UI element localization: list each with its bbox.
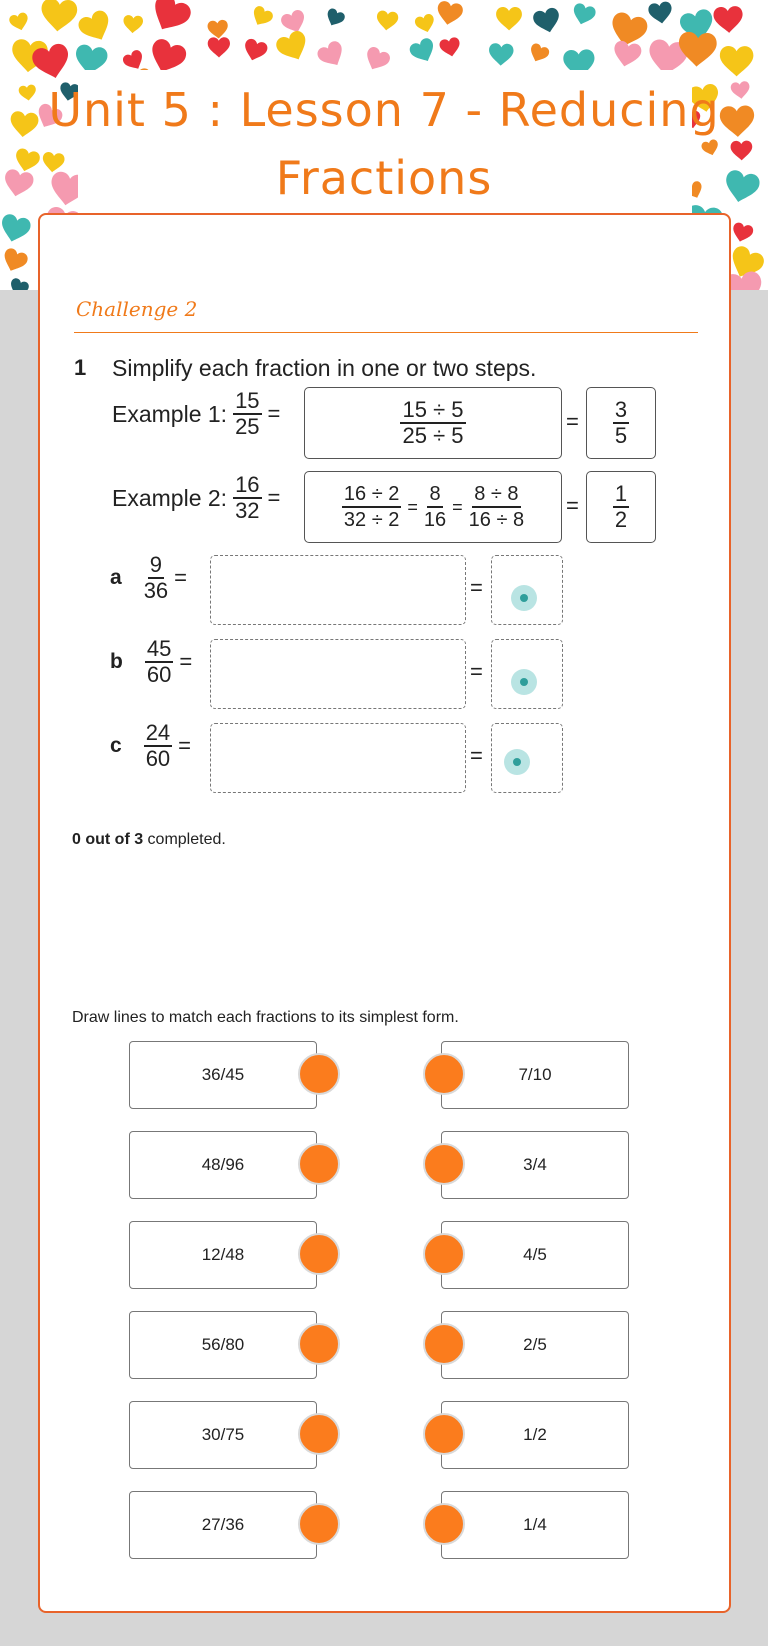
match-left-connector[interactable] [298, 1413, 340, 1455]
item-letter: c [110, 734, 122, 757]
item-c-prompt [110, 721, 191, 771]
match-right-item[interactable] [441, 1221, 629, 1289]
fraction-denominator: 5 [614, 423, 628, 448]
fraction-denominator: 25 ÷ 5 [402, 423, 464, 448]
item-letter: b [110, 650, 123, 673]
heart-icon [323, 7, 346, 29]
match-right-label: 7/10 [518, 1065, 552, 1084]
match-right-item[interactable] [441, 1131, 629, 1199]
match-left-label: 30/75 [201, 1425, 245, 1444]
heart-icon [207, 19, 229, 39]
example-1-answer [613, 398, 629, 448]
equals-sign: = [267, 401, 281, 426]
match-left-item[interactable] [129, 1041, 317, 1109]
match-right-label: 3/4 [523, 1155, 547, 1174]
completion-count: 0 out of 3 [72, 831, 144, 848]
heart-icon [315, 39, 348, 71]
heart-icon [414, 13, 437, 35]
heart-icon [611, 40, 643, 70]
example-2-fraction [233, 473, 261, 523]
match-right-connector[interactable] [423, 1413, 465, 1455]
fraction-denominator: 36 [143, 578, 169, 603]
example-1-answer-box [586, 387, 656, 459]
completion-status [72, 831, 226, 849]
equals-sign: = [178, 733, 192, 758]
equals-sign: = [452, 496, 463, 517]
fraction-numerator: 15 [235, 388, 260, 413]
heart-icon [0, 213, 32, 246]
question-text: Simplify each fraction in one or two steps. [112, 355, 537, 381]
item-b-fraction [145, 637, 173, 687]
drop-target-icon[interactable] [511, 585, 537, 611]
example-2-step-1 [342, 482, 401, 532]
fraction-denominator: 60 [146, 662, 172, 687]
drop-target-icon[interactable] [504, 749, 530, 775]
heart-icon [0, 247, 30, 276]
example-1-fraction [233, 389, 261, 439]
fraction-numerator: 8 ÷ 8 [472, 482, 520, 508]
item-c-fraction [144, 721, 172, 771]
equals-sign: = [566, 409, 579, 434]
heart-icon [607, 11, 649, 51]
example-2-answer-box [586, 471, 656, 543]
fraction-denominator: 2 [614, 507, 628, 532]
match-right-item[interactable] [441, 1041, 629, 1109]
item-b-prompt [110, 637, 192, 687]
equals-sign: = [566, 493, 579, 518]
heart-icon [730, 221, 754, 244]
item-a-prompt [110, 553, 187, 603]
item-a-work-input[interactable] [210, 555, 466, 625]
example-2-prompt [112, 473, 280, 523]
heart-icon [648, 1, 674, 25]
example-2-step-3 [469, 482, 524, 532]
equals-sign: = [174, 565, 188, 590]
question-number: 1 [74, 355, 87, 380]
match-left-label: 27/36 [201, 1515, 245, 1534]
heart-icon [7, 277, 30, 290]
match-right-label: 1/4 [523, 1515, 547, 1534]
match-right-connector[interactable] [423, 1233, 465, 1275]
match-left-connector[interactable] [298, 1323, 340, 1365]
heart-icon [527, 42, 551, 65]
heart-icon [435, 0, 464, 27]
match-right-connector[interactable] [423, 1143, 465, 1185]
item-b-work-input[interactable] [210, 639, 466, 709]
heart-icon [146, 0, 194, 38]
match-left-item[interactable] [129, 1401, 317, 1469]
heart-icon [208, 37, 231, 57]
example-1-label: Example 1: [112, 400, 228, 427]
equals-sign: = [470, 575, 483, 600]
match-left-item[interactable] [129, 1131, 317, 1199]
heart-icon [249, 4, 275, 29]
heart-icon [532, 6, 563, 35]
equals-sign: = [470, 659, 483, 684]
fraction-numerator: 9 [149, 552, 163, 577]
match-right-label: 2/5 [523, 1335, 547, 1354]
item-letter: a [110, 566, 122, 589]
heart-icon [439, 36, 462, 58]
heart-icon [488, 43, 513, 66]
item-c-work-input[interactable] [210, 723, 466, 793]
match-left-connector[interactable] [298, 1053, 340, 1095]
match-right-label: 1/2 [523, 1425, 547, 1444]
fraction-denominator: 25 [235, 414, 260, 439]
match-left-item[interactable] [129, 1221, 317, 1289]
match-right-connector[interactable] [423, 1053, 465, 1095]
heart-icon [713, 6, 744, 34]
match-left-connector[interactable] [298, 1503, 340, 1545]
match-right-label: 4/5 [523, 1245, 547, 1264]
item-b-answer-input[interactable] [491, 639, 563, 709]
match-left-item[interactable] [129, 1491, 317, 1559]
section-label: Challenge 2 [76, 297, 198, 321]
heart-icon [720, 46, 754, 76]
equals-sign: = [179, 649, 193, 674]
example-2-answer [613, 482, 629, 532]
drop-target-icon[interactable] [511, 669, 537, 695]
match-left-item[interactable] [129, 1311, 317, 1379]
fraction-numerator: 8 [427, 482, 442, 508]
equals-sign: = [407, 496, 418, 517]
fraction-numerator: 15 ÷ 5 [402, 397, 464, 422]
fraction-numerator: 24 [145, 720, 171, 745]
example-1-work [400, 398, 465, 448]
match-right-item[interactable] [441, 1311, 629, 1379]
match-right-item[interactable] [441, 1491, 629, 1559]
equals-sign: = [267, 485, 281, 510]
heart-icon [241, 37, 269, 63]
match-left-connector[interactable] [298, 1143, 340, 1185]
fraction-denominator: 16 ÷ 8 [468, 509, 525, 531]
example-1-work-box [304, 387, 562, 459]
fraction-numerator: 1 [614, 481, 628, 506]
match-left-label: 12/48 [201, 1245, 245, 1264]
heart-icon [274, 28, 313, 65]
item-a-answer-input[interactable] [491, 555, 563, 625]
section-divider [74, 332, 698, 333]
fraction-numerator: 16 ÷ 2 [342, 482, 401, 508]
fraction-numerator: 16 [235, 472, 260, 497]
heart-icon [39, 0, 78, 33]
worksheet-card [38, 213, 731, 1613]
match-right-connector[interactable] [423, 1503, 465, 1545]
matching-instruction: Draw lines to match each fractions to its simplest form. [72, 1009, 459, 1026]
example-2-work-box [304, 471, 562, 543]
match-left-label: 56/80 [201, 1335, 245, 1354]
heart-icon [496, 7, 522, 30]
heart-icon [408, 36, 439, 66]
item-c-answer-input[interactable] [491, 723, 563, 793]
heart-icon [570, 2, 597, 27]
fraction-denominator: 16 [423, 509, 447, 531]
match-right-item[interactable] [441, 1401, 629, 1469]
match-left-label: 36/45 [201, 1065, 245, 1084]
match-right-connector[interactable] [423, 1323, 465, 1365]
heart-icon [123, 15, 144, 34]
heart-icon [376, 10, 399, 31]
example-1-prompt [112, 389, 280, 439]
completion-suffix: completed. [143, 831, 226, 848]
heart-icon [8, 12, 30, 33]
example-2-label: Example 2: [112, 484, 228, 511]
fraction-denominator: 60 [145, 746, 171, 771]
heart-icon [76, 8, 116, 46]
fraction-denominator: 32 ÷ 2 [343, 509, 400, 531]
page-title: Unit 5 : Lesson 7 - Reducing Fractions [48, 83, 720, 205]
fraction-numerator: 3 [614, 397, 628, 422]
fraction-denominator: 32 [235, 498, 260, 523]
match-left-label: 48/96 [201, 1155, 245, 1174]
example-2-step-2 [424, 482, 446, 532]
fraction-numerator: 45 [146, 636, 172, 661]
item-a-fraction [144, 553, 168, 603]
match-left-connector[interactable] [298, 1233, 340, 1275]
equals-sign: = [470, 743, 483, 768]
